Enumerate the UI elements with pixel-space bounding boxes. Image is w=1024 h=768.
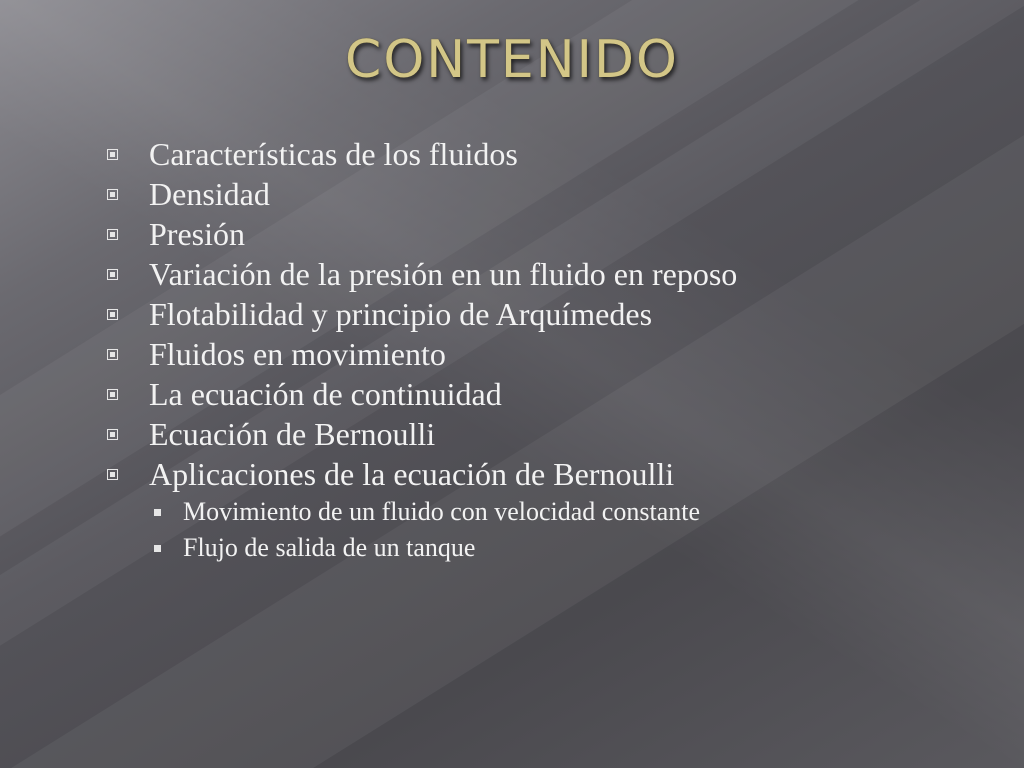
- list-item: [104, 294, 964, 334]
- sub-list-item: [154, 494, 964, 530]
- list-item: [104, 134, 964, 174]
- sub-list-container: [104, 494, 964, 566]
- sub-list: [104, 494, 964, 566]
- list-item: [104, 374, 964, 414]
- square-bullet-icon: [107, 389, 118, 400]
- list-item-label: Flotabilidad y principio de Arquímedes: [149, 296, 653, 332]
- list-item: [104, 414, 964, 454]
- square-bullet-icon: [107, 349, 118, 360]
- list-item-label: Fluidos en movimiento: [149, 336, 446, 372]
- list-item: [104, 214, 964, 254]
- list-item-label: Densidad: [149, 176, 270, 212]
- list-item-label: Presión: [149, 216, 245, 252]
- square-bullet-icon: [107, 269, 118, 280]
- list-item: [104, 174, 964, 214]
- slide-title: CONTENIDO: [345, 30, 679, 90]
- list-item: [104, 454, 964, 494]
- square-bullet-icon: [107, 309, 118, 320]
- list-item: [104, 254, 964, 294]
- list-item-label: Aplicaciones de la ecuación de Bernoulli: [149, 456, 675, 492]
- list-item-label: Características de los fluidos: [149, 136, 518, 172]
- square-bullet-icon: [107, 189, 118, 200]
- square-bullet-icon: [107, 149, 118, 160]
- square-bullet-icon: [107, 429, 118, 440]
- small-square-bullet-icon: [154, 545, 161, 552]
- sub-list-item-label: Movimiento de un fluido con velocidad constante: [183, 497, 700, 526]
- square-bullet-icon: [107, 229, 118, 240]
- sub-list-item: [154, 530, 964, 566]
- small-square-bullet-icon: [154, 509, 161, 516]
- list-item-label: Ecuación de Bernoulli: [149, 416, 436, 452]
- list-item-label: Variación de la presión en un fluido en reposo: [149, 256, 738, 292]
- sub-list-item-label: Flujo de salida de un tanque: [183, 533, 476, 562]
- content-list: [104, 134, 964, 566]
- list-item-label: La ecuación de continuidad: [149, 376, 502, 412]
- square-bullet-icon: [107, 469, 118, 480]
- list-item: [104, 334, 964, 374]
